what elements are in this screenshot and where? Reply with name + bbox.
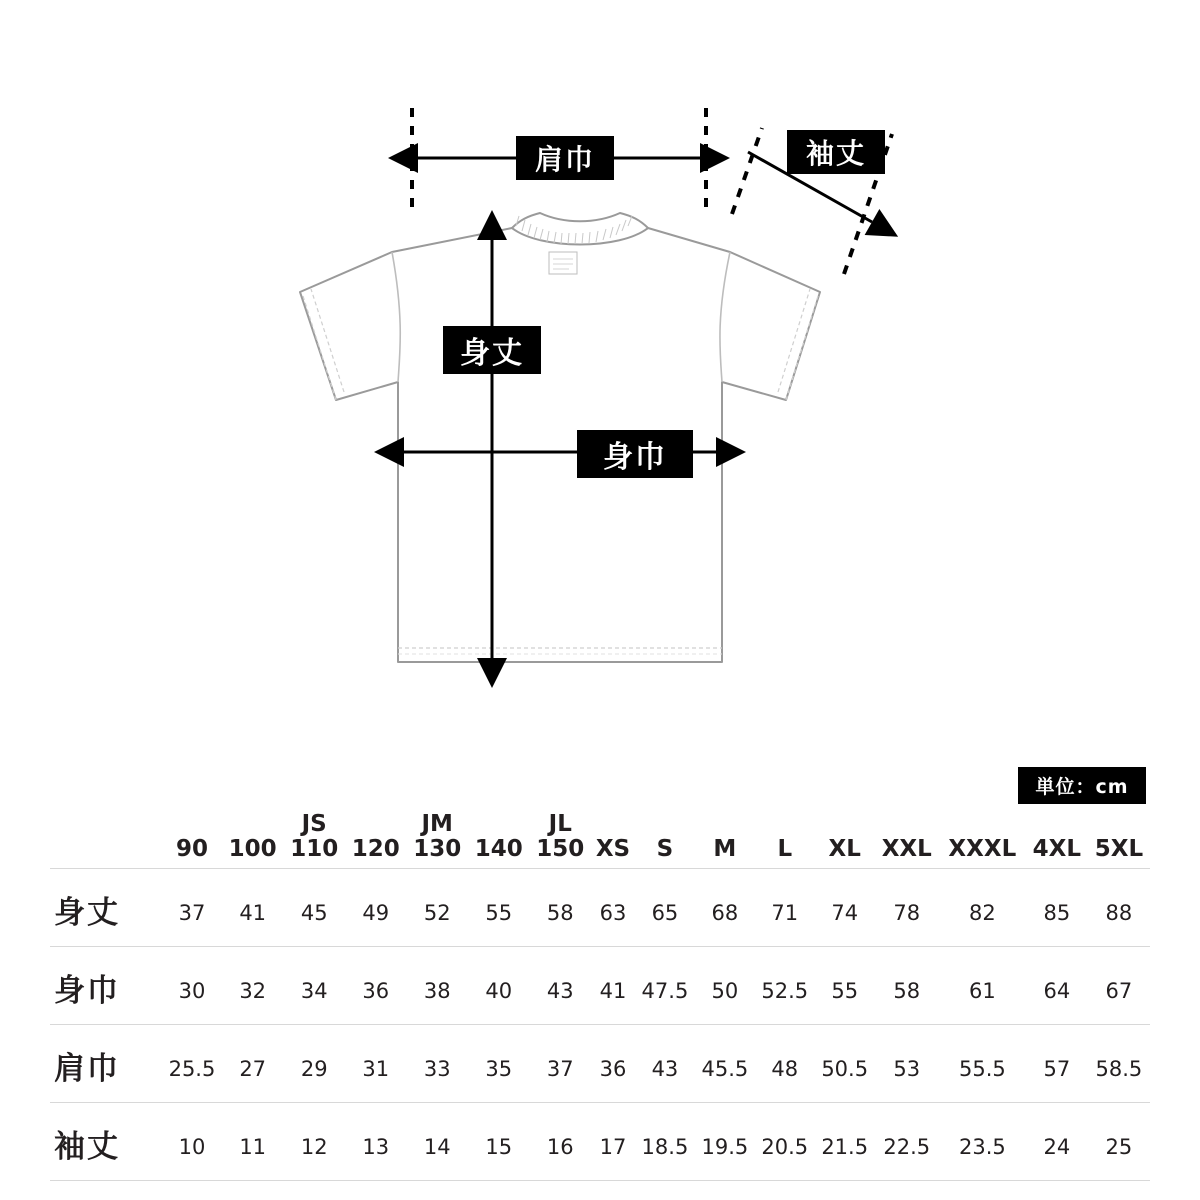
size-column-header-main: L [777, 835, 793, 862]
measurement-value: 45.5 [701, 1057, 749, 1082]
measurement-value: 20.5 [761, 1135, 809, 1160]
measurement-label: 肩巾 [54, 1050, 120, 1087]
measurement-value: 37 [546, 1057, 574, 1082]
measurement-value: 41 [599, 979, 627, 1004]
measurement-value: 58 [546, 901, 574, 926]
measurement-label: 身巾 [54, 972, 120, 1009]
label-body-length-text: 身丈 [460, 336, 524, 371]
measurement-value: 47.5 [641, 979, 689, 1004]
size-column-header [1088, 812, 1150, 868]
measurement-value: 23.5 [958, 1135, 1006, 1160]
measurement-label: 身丈 [54, 894, 120, 931]
size-column-header [635, 812, 695, 868]
size-column-header-main: XXL [881, 835, 932, 862]
size-table-row [50, 1102, 1150, 1180]
size-column-header-main: 5XL [1094, 835, 1144, 862]
measurement-value: 58 [893, 979, 921, 1004]
measurement-value: 55 [485, 901, 513, 926]
measurement-value: 55 [831, 979, 859, 1004]
size-column-header [939, 812, 1026, 868]
measurement-value: 25 [1105, 1135, 1133, 1160]
size-column-header [695, 812, 755, 868]
measurement-value: 82 [968, 901, 996, 926]
measurement-value: 61 [968, 979, 996, 1004]
measurement-value: 25.5 [168, 1057, 216, 1082]
measurement-value: 32 [239, 979, 267, 1004]
size-column-header-main: XS [595, 835, 631, 862]
measurement-value: 21.5 [821, 1135, 869, 1160]
measurement-value: 85 [1043, 901, 1071, 926]
measurement-value: 24 [1043, 1135, 1071, 1160]
measurement-value: 48 [771, 1057, 799, 1082]
size-table-row [50, 1024, 1150, 1102]
size-table-header [50, 812, 1150, 868]
measurement-value: 36 [599, 1057, 627, 1082]
size-column-header-main: 100 [228, 835, 277, 862]
measurement-value: 88 [1105, 901, 1133, 926]
measurement-value: 10 [178, 1135, 206, 1160]
size-column-header [530, 812, 592, 868]
label-shoulder-width-text: 肩巾 [534, 143, 595, 176]
measurement-value: 17 [599, 1135, 627, 1160]
measurement-label: 袖丈 [54, 1128, 120, 1165]
measurement-value: 50.5 [821, 1057, 869, 1082]
measurement-value: 38 [423, 979, 451, 1004]
size-column-header-main: 90 [175, 835, 208, 862]
measurement-value: 65 [651, 901, 679, 926]
measurement-value: 33 [423, 1057, 451, 1082]
measurement-value: 35 [485, 1057, 513, 1082]
unit-badge: 単位：cm [1018, 767, 1146, 804]
measurement-value: 68 [711, 901, 739, 926]
measurement-value: 49 [362, 901, 390, 926]
size-table [50, 812, 1150, 1181]
label-sleeve-length-text: 袖丈 [805, 137, 866, 170]
measurement-value: 41 [239, 901, 267, 926]
measurement-value: 45 [300, 901, 328, 926]
size-table-row [50, 868, 1150, 946]
measurement-value: 43 [651, 1057, 679, 1082]
measurement-value: 12 [300, 1135, 328, 1160]
measurement-value: 11 [239, 1135, 267, 1160]
measurement-value: 52.5 [761, 979, 809, 1004]
size-table-body [50, 868, 1150, 1180]
size-column-header [345, 812, 407, 868]
size-column-header [283, 812, 345, 868]
size-column-header [162, 812, 222, 868]
size-column-header-alt: JL [548, 811, 572, 837]
label-body-width [577, 430, 693, 478]
measurement-value: 19.5 [701, 1135, 749, 1160]
measurement-value: 13 [362, 1135, 390, 1160]
size-column-header-main: 130 [413, 835, 462, 862]
tshirt-body-outline [300, 228, 820, 662]
size-column-header-main: M [713, 835, 737, 862]
measurement-value: 29 [300, 1057, 328, 1082]
size-column-header-main: 120 [351, 835, 400, 862]
label-body-length [443, 326, 541, 374]
size-column-header-main: 110 [290, 835, 339, 862]
size-column-header-main: XXXL [948, 835, 1017, 862]
measurement-value: 30 [178, 979, 206, 1004]
measurement-value: 55.5 [958, 1057, 1006, 1082]
label-sleeve-length [787, 130, 885, 174]
size-table-row [50, 946, 1150, 1024]
size-column-header [755, 812, 815, 868]
size-column-header [815, 812, 875, 868]
size-column-header [468, 812, 530, 868]
size-column-header [875, 812, 939, 868]
measurement-value: 63 [599, 901, 627, 926]
measurement-value: 18.5 [641, 1135, 689, 1160]
size-column-header-alt: JS [301, 811, 327, 837]
label-shoulder-width [516, 136, 614, 180]
measurement-value: 22.5 [883, 1135, 931, 1160]
measurement-value: 52 [423, 901, 451, 926]
size-column-header [1026, 812, 1088, 868]
size-column-header-main: 4XL [1032, 835, 1082, 862]
measurement-value: 58.5 [1095, 1057, 1143, 1082]
measurement-value: 15 [485, 1135, 513, 1160]
measurement-value: 43 [546, 979, 574, 1004]
measurement-value: 16 [546, 1135, 574, 1160]
measurement-value: 50 [711, 979, 739, 1004]
measurement-value: 40 [485, 979, 513, 1004]
size-column-header [591, 812, 635, 868]
size-table-corner-cell [50, 812, 162, 868]
measurement-value: 34 [300, 979, 328, 1004]
size-column-header [222, 812, 284, 868]
size-table-header-row [50, 812, 1150, 868]
measurement-value: 74 [831, 901, 859, 926]
measurement-value: 27 [239, 1057, 267, 1082]
measurement-value: 64 [1043, 979, 1071, 1004]
label-body-width-text: 身巾 [603, 440, 667, 475]
measurement-value: 14 [423, 1135, 451, 1160]
measurement-value: 53 [893, 1057, 921, 1082]
measurement-value: 71 [771, 901, 799, 926]
size-column-header-alt: JM [421, 811, 453, 837]
size-column-header [406, 812, 468, 868]
size-column-header-main: 140 [474, 835, 523, 862]
measurement-value: 31 [362, 1057, 390, 1082]
measurement-value: 67 [1105, 979, 1133, 1004]
measurement-value: 57 [1043, 1057, 1071, 1082]
measurement-value: 37 [178, 901, 206, 926]
size-column-header-main: 150 [536, 835, 585, 862]
measurement-value: 78 [893, 901, 921, 926]
size-column-header-main: XL [828, 835, 861, 862]
measurement-value: 36 [362, 979, 390, 1004]
size-column-header-main: S [656, 835, 674, 862]
